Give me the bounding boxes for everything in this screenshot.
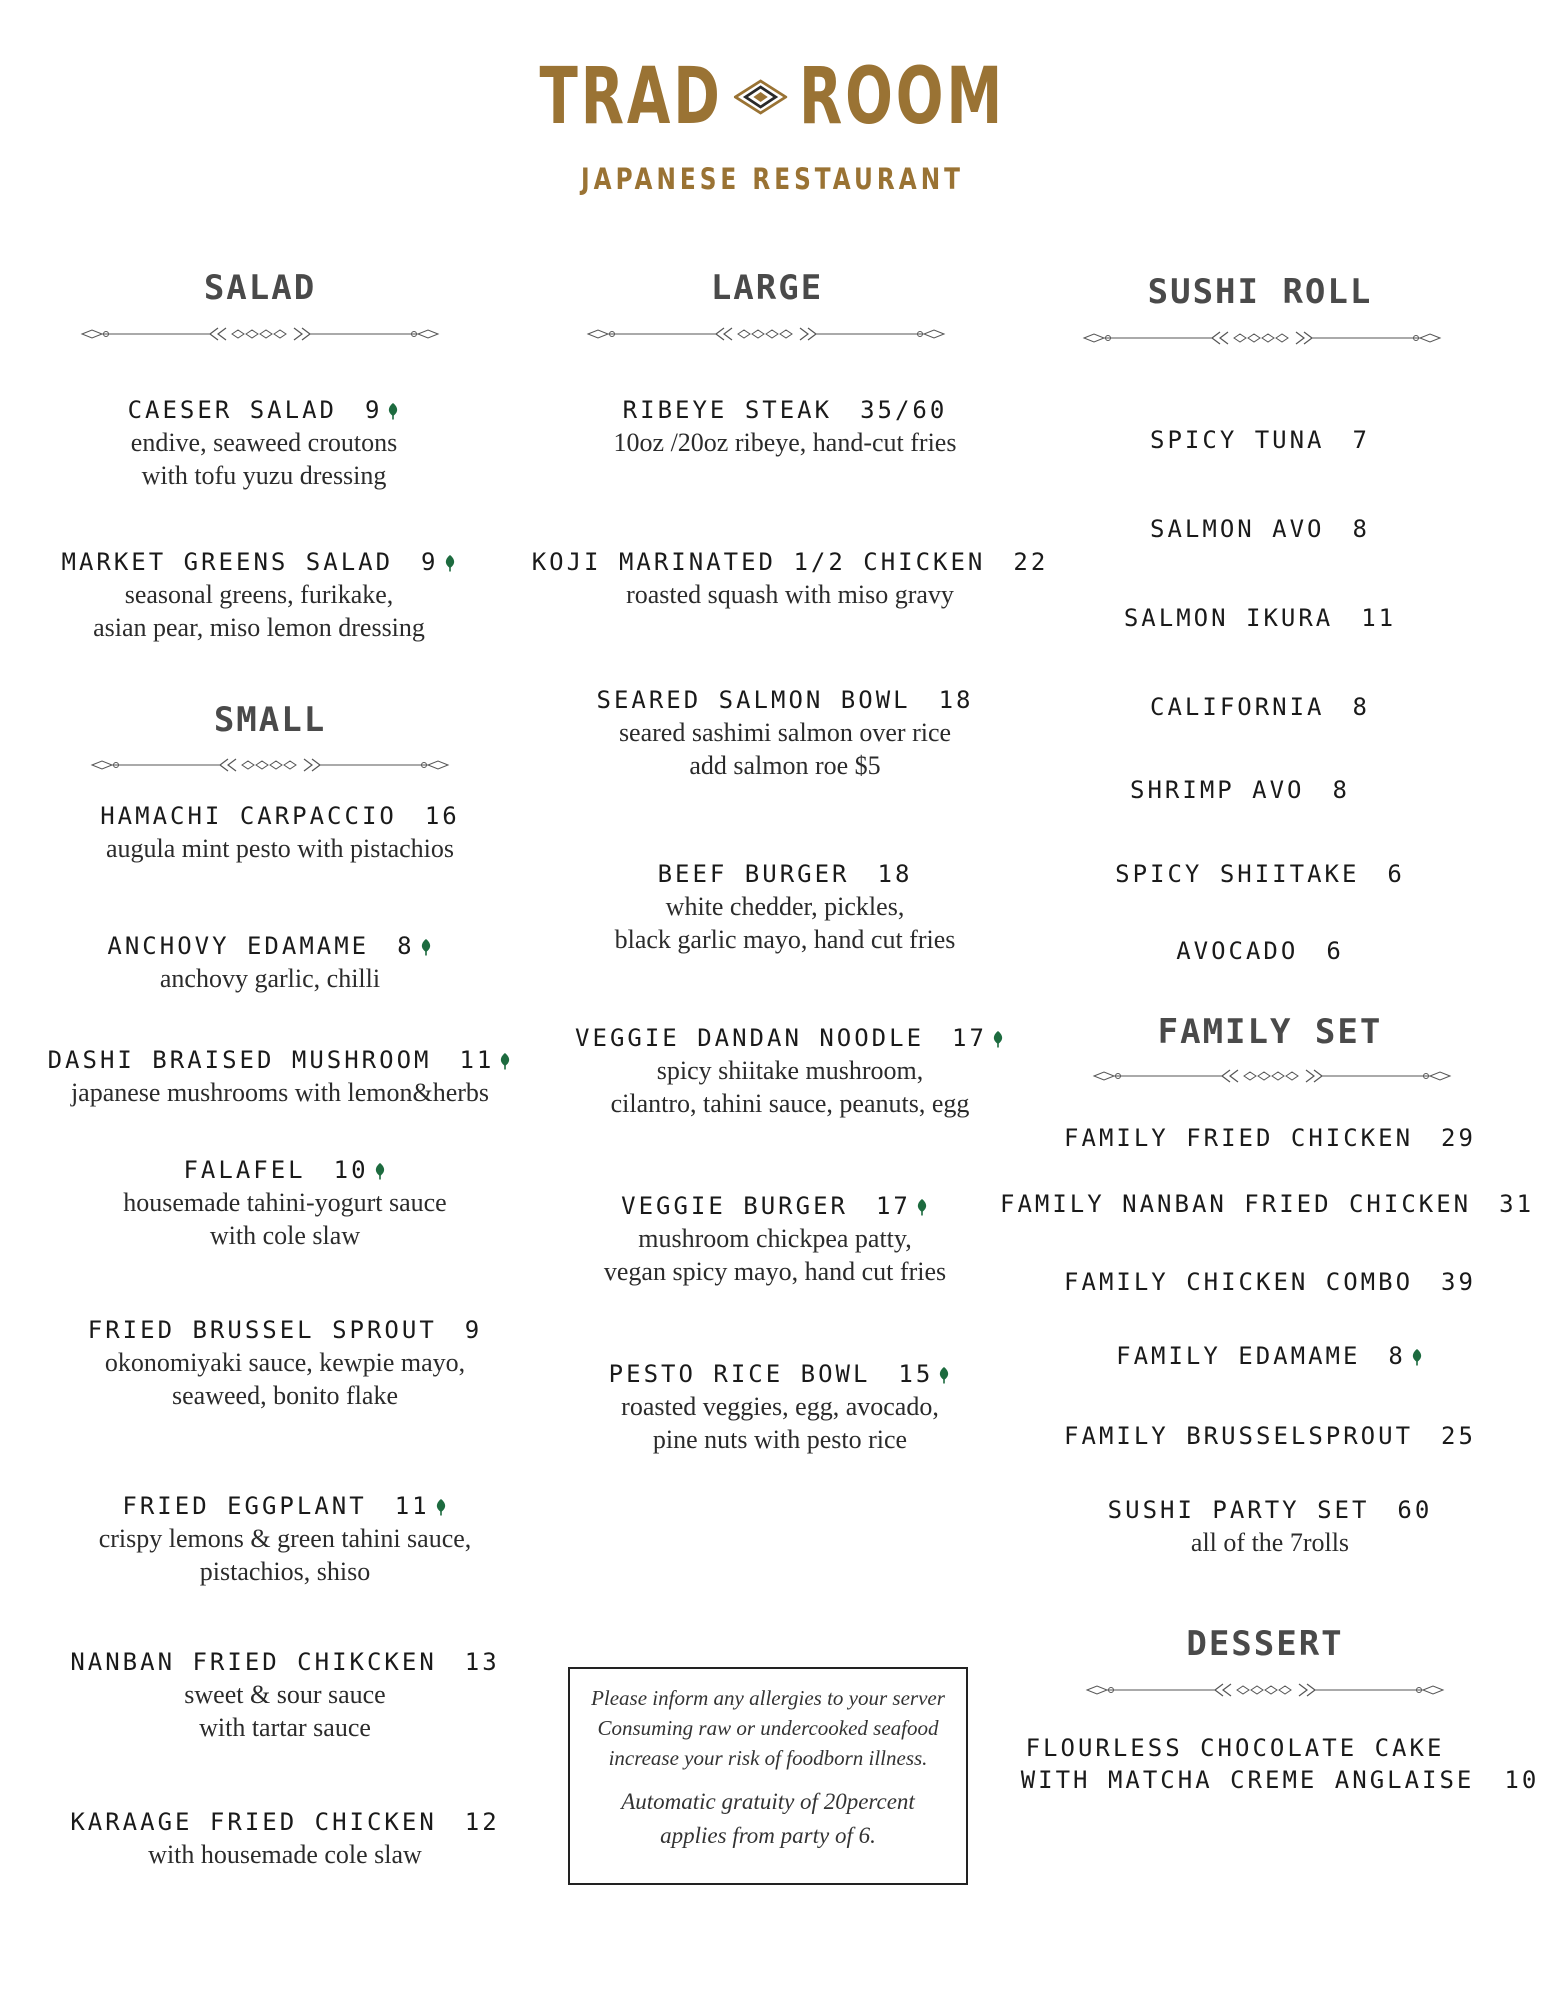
item-price: 22 <box>1013 548 1049 576</box>
item-description: housemade tahini-yogurt sauce <box>123 1188 447 1217</box>
item-name: SHRIMP AVO <box>1130 776 1305 804</box>
item-description: mushroom chickpea patty, <box>638 1224 912 1253</box>
item-description: asian pear, miso lemon dressing <box>93 613 425 642</box>
item-description: anchovy garlic, chilli <box>159 964 381 993</box>
item-price: 6 <box>1387 860 1405 888</box>
item-name-row <box>40 930 500 962</box>
menu-item <box>44 394 484 492</box>
item-description: endive, seaweed croutons <box>130 428 398 457</box>
item-name-row <box>40 1806 530 1838</box>
item-name-row <box>40 1646 530 1678</box>
item-price: 8 <box>1352 515 1370 543</box>
heading-salad: SALAD <box>203 268 317 308</box>
item-name-row <box>44 394 484 426</box>
item-name: BEEF BURGER <box>657 860 850 888</box>
item-name-row <box>1040 1494 1500 1526</box>
item-name: FAMILY CHICKEN COMBO <box>1064 1268 1414 1296</box>
item-name-row <box>1060 858 1460 890</box>
item-price: 18 <box>877 860 913 888</box>
menu-item <box>40 1490 530 1588</box>
item-price: 9 <box>364 396 383 424</box>
item-name-row <box>540 684 1030 716</box>
restaurant-logo <box>540 52 1006 142</box>
item-description: black garlic mayo, hand cut fries <box>614 925 956 954</box>
item-name: FALAFEL <box>183 1156 306 1184</box>
notice-box <box>568 1667 968 1885</box>
menu-item <box>1060 424 1460 456</box>
item-name-row <box>530 546 1050 578</box>
item-price: 10 <box>333 1156 369 1184</box>
notice-gratuity-line: applies from party of 6. <box>660 1823 876 1848</box>
item-price: 13 <box>464 1648 500 1676</box>
menu-item <box>40 800 520 865</box>
item-name-row <box>44 546 474 578</box>
vegetarian-leaf-icon <box>419 938 433 956</box>
menu-item <box>40 1314 530 1412</box>
menu-item <box>1040 1494 1500 1559</box>
item-name: CALIFORNIA <box>1150 693 1325 721</box>
ornament-divider <box>1085 1680 1445 1700</box>
menu-item <box>1040 1266 1500 1298</box>
item-name-row <box>40 800 520 832</box>
item-name: NANBAN FRIED CHIKCKEN <box>70 1648 437 1676</box>
notice-allergy-line: Please inform any allergies to your server <box>591 1686 945 1710</box>
item-description: cilantro, tahini sauce, peanuts, egg <box>610 1089 970 1118</box>
logo-word-right: ROOM <box>799 52 1006 142</box>
item-description: with tofu yuzu dressing <box>141 461 387 490</box>
item-name: DASHI BRAISED MUSHROOM <box>47 1046 432 1074</box>
ornament-divider <box>80 324 440 344</box>
item-name: SPICY SHIITAKE <box>1115 860 1360 888</box>
notice-allergy-line: increase your risk of foodborn illness. <box>608 1746 928 1770</box>
item-price: 17 <box>875 1192 911 1220</box>
item-description: pistachios, shiso <box>199 1557 371 1586</box>
item-price: 8 <box>1352 693 1370 721</box>
item-name-row <box>20 1044 540 1076</box>
item-name-row <box>1040 1420 1500 1452</box>
item-description: white chedder, pickles, <box>665 892 905 921</box>
item-name: KARAAGE FRIED CHICKEN <box>70 1808 437 1836</box>
item-name: PESTO RICE BOWL <box>608 1360 871 1388</box>
vegetarian-leaf-icon <box>1410 1348 1424 1366</box>
item-name-row <box>40 1154 530 1186</box>
menu-item <box>40 1646 530 1744</box>
menu-item <box>1040 774 1440 806</box>
item-description: seaweed, bonito flake <box>172 1381 398 1410</box>
notice-gratuity-line: Automatic gratuity of 20percent <box>621 1789 915 1814</box>
item-name: CAESER SALAD <box>127 396 337 424</box>
item-price: 12 <box>464 1808 500 1836</box>
item-price: 8 <box>1332 776 1350 804</box>
item-description: with cole slaw <box>209 1221 361 1250</box>
item-description: all of the 7rolls <box>1190 1528 1350 1557</box>
vegetarian-leaf-icon <box>937 1366 951 1384</box>
item-name: FAMILY EDAMAME <box>1116 1342 1361 1370</box>
item-description: vegan spicy mayo, hand cut fries <box>603 1257 947 1286</box>
brand-header <box>0 52 1545 196</box>
dessert-price: 10 <box>1504 1766 1540 1794</box>
item-name: FAMILY BRUSSELSPROUT <box>1064 1422 1414 1450</box>
item-name: ANCHOVY EDAMAME <box>107 932 370 960</box>
item-name: RIBEYE STEAK <box>622 396 833 424</box>
menu-item <box>1060 858 1460 890</box>
item-price: 35/60 <box>860 396 948 424</box>
item-name-row <box>1060 602 1460 634</box>
item-description: sweet & sour sauce <box>184 1680 386 1709</box>
item-price: 11 <box>1361 604 1397 632</box>
ornament-divider <box>586 324 946 344</box>
item-name: MARKET GREENS SALAD <box>61 548 394 576</box>
item-description: with housemade cole slaw <box>148 1840 422 1869</box>
item-name: VEGGIE DANDAN NOODLE <box>575 1024 925 1052</box>
item-name-row <box>530 1358 1030 1390</box>
item-name-row <box>1040 1122 1500 1154</box>
dessert-name-line2 <box>1010 1764 1545 1796</box>
ornament-divider <box>90 755 450 775</box>
item-name-row <box>1060 513 1460 545</box>
item-name: FRIED EGGPLANT <box>122 1492 367 1520</box>
menu-item <box>530 1190 1020 1288</box>
item-price: 29 <box>1441 1124 1476 1152</box>
menu-item <box>540 1022 1040 1120</box>
menu-item <box>540 684 1030 782</box>
item-name: VEGGIE BURGER <box>621 1192 848 1220</box>
item-name-row <box>1000 1188 1535 1220</box>
menu-item <box>1060 691 1460 723</box>
menu-item <box>40 930 500 995</box>
item-description: okonomiyaki sauce, kewpie mayo, <box>104 1348 466 1377</box>
item-price: 16 <box>424 802 460 830</box>
menu-item <box>540 394 1030 459</box>
item-description: augula mint pesto with pistachios <box>105 834 455 863</box>
heading-large: LARGE <box>710 268 824 308</box>
item-price: 17 <box>952 1024 987 1052</box>
item-description: roasted squash with miso gravy <box>626 580 954 609</box>
item-price: 18 <box>938 686 974 714</box>
item-price: 31 <box>1499 1190 1535 1218</box>
menu-item <box>1060 513 1460 545</box>
item-name-row <box>1060 935 1460 967</box>
dessert-item <box>1010 1732 1545 1796</box>
item-name-row <box>540 1022 1040 1054</box>
item-name: AVOCADO <box>1176 937 1299 965</box>
item-description: with tartar sauce <box>199 1713 371 1742</box>
menu-item <box>40 1806 530 1871</box>
vegetarian-leaf-icon <box>386 402 400 420</box>
item-price: 15 <box>898 1360 934 1388</box>
ornament-divider <box>1082 328 1442 348</box>
item-description: japanese mushrooms with lemon&herbs <box>70 1078 490 1107</box>
item-price: 60 <box>1397 1496 1433 1524</box>
vegetarian-leaf-icon <box>915 1198 929 1216</box>
item-name: FRIED BRUSSEL SPROUT <box>87 1316 437 1344</box>
dessert-name-line2-text: WITH MATCHA CREME ANGLAISE <box>1020 1766 1475 1794</box>
menu-item <box>44 546 474 644</box>
vegetarian-leaf-icon <box>498 1052 512 1070</box>
item-description: add salmon roe $5 <box>689 751 881 780</box>
menu-item <box>530 1358 1030 1456</box>
item-price: 25 <box>1441 1422 1476 1450</box>
item-price: 7 <box>1352 426 1370 454</box>
notice-allergy-line: Consuming raw or undercooked seafood <box>597 1716 939 1740</box>
vegetarian-leaf-icon <box>443 554 457 572</box>
item-name: SPICY TUNA <box>1150 426 1325 454</box>
item-price: 11 <box>394 1492 430 1520</box>
item-name-row <box>540 394 1030 426</box>
item-name: FAMILY FRIED CHICKEN <box>1064 1124 1414 1152</box>
menu-item <box>1060 935 1460 967</box>
menu-item <box>530 546 1050 611</box>
item-name-row <box>40 1490 530 1522</box>
item-name: SEARED SALMON BOWL <box>596 686 911 714</box>
item-name: SALMON IKURA <box>1123 604 1334 632</box>
item-price: 9 <box>421 548 439 576</box>
menu-item <box>1040 1420 1500 1452</box>
vegetarian-leaf-icon <box>373 1162 387 1180</box>
menu-item <box>1040 1122 1500 1154</box>
item-name: KOJI MARINATED 1/2 CHICKEN <box>531 548 986 576</box>
item-name-row <box>540 858 1030 890</box>
item-description: pine nuts with pesto rice <box>652 1425 908 1454</box>
dessert-name-line1: FLOURLESS CHOCOLATE CAKE <box>1025 1734 1445 1762</box>
item-name-row <box>1060 424 1460 456</box>
item-description: crispy lemons & green tahini sauce, <box>98 1524 472 1553</box>
item-price: 8 <box>397 932 415 960</box>
menu-item <box>40 1154 530 1252</box>
item-name-row <box>40 1314 530 1346</box>
item-price: 6 <box>1326 937 1344 965</box>
item-name: HAMACHI CARPACCIO <box>100 802 397 830</box>
menu-item <box>540 858 1030 956</box>
heading-dessert: DESSERT <box>1186 1624 1344 1664</box>
item-description: roasted veggies, egg, avocado, <box>621 1392 939 1421</box>
logo-word-left: TRAD <box>539 52 723 142</box>
vegetarian-leaf-icon <box>434 1498 448 1516</box>
item-name-row <box>1060 691 1460 723</box>
tagline: JAPANESE RESTAURANT <box>581 162 964 196</box>
item-price: 39 <box>1441 1268 1476 1296</box>
menu-item <box>1060 602 1460 634</box>
heading-small: SMALL <box>213 700 327 740</box>
ornament-divider <box>1092 1066 1452 1086</box>
heading-family-set: FAMILY SET <box>1157 1012 1383 1052</box>
item-name: SALMON AVO <box>1150 515 1325 543</box>
menu-item <box>1040 1340 1500 1372</box>
vegetarian-leaf-icon <box>991 1030 1005 1048</box>
item-price: 9 <box>464 1316 483 1344</box>
heading-sushi-roll: SUSHI ROLL <box>1147 272 1373 312</box>
item-description: spicy shiitake mushroom, <box>656 1056 924 1085</box>
menu-item <box>1000 1188 1535 1220</box>
item-price: 8 <box>1388 1342 1406 1370</box>
item-description: 10oz /20oz ribeye, hand-cut fries <box>613 428 957 457</box>
item-name-row <box>1040 1340 1500 1372</box>
diamond-logo-icon <box>734 79 787 115</box>
item-price: 11 <box>459 1046 495 1074</box>
item-description: seasonal greens, furikake, <box>124 580 394 609</box>
item-name-row <box>1040 774 1440 806</box>
item-name: FAMILY NANBAN FRIED CHICKEN <box>1000 1190 1472 1218</box>
item-name-row <box>1040 1266 1500 1298</box>
item-description: seared sashimi salmon over rice <box>618 718 952 747</box>
item-name-row <box>530 1190 1020 1222</box>
item-name: SUSHI PARTY SET <box>1107 1496 1370 1524</box>
menu-item <box>20 1044 540 1109</box>
